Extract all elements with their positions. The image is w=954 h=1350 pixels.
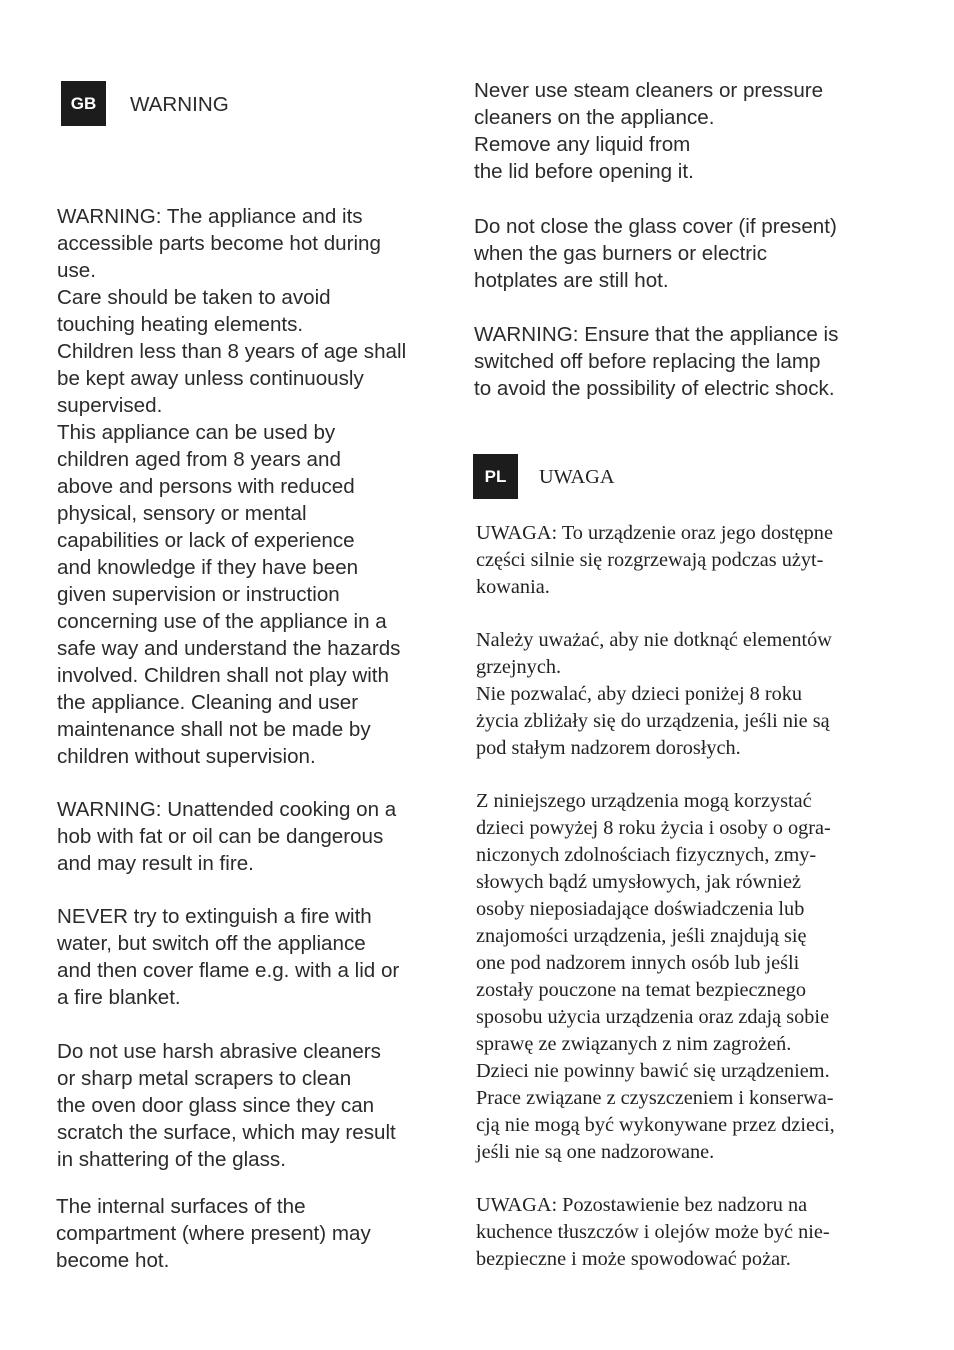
language-badge-gb: GB — [61, 81, 106, 126]
gb-warning-abrasive-cleaners: Do not use harsh abrasive cleaners or sharp metal scrapers to clean the oven door glass since they can scratch the surface, which may result in shattering of the glass. — [57, 1040, 396, 1171]
gb-warning-fire-extinguish: NEVER try to extinguish a fire with water, but switch off the appliance and then cover flame e.g. with a lid or a fire blanket. — [57, 905, 400, 1009]
pl-warning-unattended-cooking: UWAGA: Pozostawienie bez nadzoru na kuchence tłuszczów i olejów może być nie- bezpieczne i może spowodować pożar. — [476, 1194, 830, 1270]
gb-warning-unattended-cooking: WARNING: Unattended cooking on a hob with fat or oil can be dangerous and may result in fire. — [57, 798, 397, 875]
gb-warning-glass-cover: Do not close the glass cover (if present) when the gas burners or electric hotplates are still hot. — [474, 215, 837, 292]
gb-section-title: WARNING — [130, 93, 229, 116]
gb-warning-steam-cleaners: Never use steam cleaners or pressure cleaners on the appliance. Remove any liquid from the lid before opening it. — [474, 79, 824, 183]
pl-warning-children-use: Z niniejszego urządzenia mogą korzystać dzieci powyżej 8 roku życia i osoby o ogra- niczonych zdolnościach fizycznych, zmy- słowych bądź umysłowych, jak również osoby nieposiadające doświadczenia lub znajomości urządzenia, jeśli znajdują się one pod nadzorem innych osób lub jeśli zostały pouczone na temat bezpiecznego sposobu użycia urządzenia oraz zdają sobie sprawę ze związanych z nim zagrożeń. Dzieci nie powinny bawić się urządzeniem. Prace związane z czyszczeniem i konserwa- cją nie mogą być wykonywane przez dzieci, jeśli nie są one nadzorowane. — [476, 790, 835, 1163]
pl-warning-heating-elements: Należy uważać, aby nie dotknąć elementów grzejnych. Nie pozwalać, aby dzieci poniżej 8 roku życia zbliżały się do urządzenia, jeśli nie są pod stałym nadzorem dorosłych. — [476, 629, 832, 759]
gb-warning-internal-surfaces: The internal surfaces of the compartment (where present) may become hot. — [56, 1195, 371, 1272]
language-badge-pl: PL — [473, 454, 518, 499]
gb-warning-lamp-replacement: WARNING: Ensure that the appliance is switched off before replacing the lamp to avoid the possibility of electric shock. — [474, 323, 839, 400]
pl-warning-hot-parts: UWAGA: To urządzenie oraz jego dostępne części silnie się rozgrzewają podczas użyt- kowania. — [476, 522, 833, 598]
gb-warning-hot-parts: WARNING: The appliance and its accessible parts become hot during use. Care should be taken to avoid touching heating elements. Children less than 8 years of age shall be kept away unless continuously supervised. This appliance can be used by children aged from 8 years and above and persons with reduced physical, sensory or mental capabilities or lack of experience and knowledge if they have been given supervision or instruction concerning use of the appliance in a safe way and understand the hazards involved. Children shall not play with the appliance. Cleaning and user maintenance shall not be made by children without supervision. — [57, 205, 407, 768]
pl-section-title: UWAGA — [539, 466, 615, 488]
